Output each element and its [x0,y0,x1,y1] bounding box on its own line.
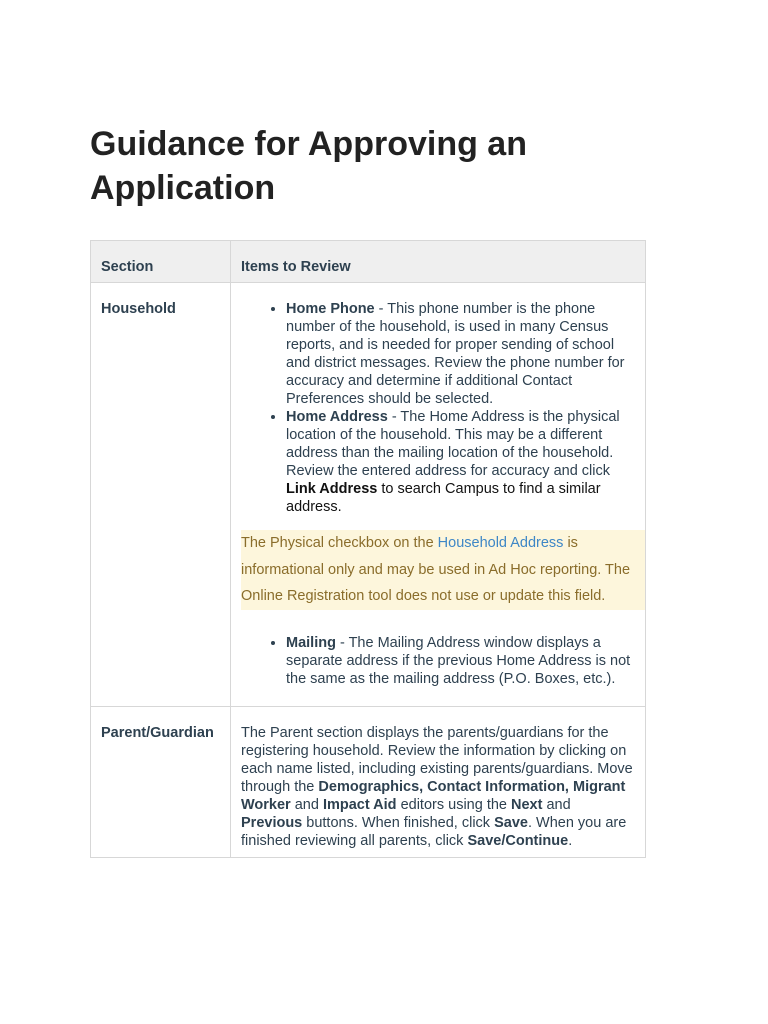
table-row-parent-guardian [91,706,646,857]
note-text-end: is informational only and may be used in Ad Hoc reporting. The Online Registration tool does not use or update this field. [241,535,631,604]
review-table [90,240,646,858]
parent-text-7: . [568,832,573,849]
mailing-text: - The Mailing Address window displays a separate address if the previous Home Address is not the same as the mailing address (P.O. Boxes, etc.). [286,634,631,687]
home-address-label: Home Address [286,409,388,425]
table-row-household [91,283,646,707]
next-bold: Next [511,796,543,813]
household-address-link[interactable]: Household Address [437,535,564,551]
parent-text-3: editors using the [396,796,512,813]
page-content [90,122,650,849]
mailing-label: Mailing [286,634,336,651]
parent-text-6: . When you are finished reviewing all parents, click [241,814,627,849]
save-bold: Save [494,814,528,831]
parent-text-1: The Parent section displays the parents/guardians for the registering household. Review the information by clicking on each name listed, including existing parents/guardians. Move through the [241,724,633,795]
link-address-label: Link Address [286,481,378,497]
previous-bold: Previous [241,814,303,831]
parent-guardian-items [231,706,646,857]
parent-text-2: and [290,796,323,813]
list-item-home-phone [286,300,635,408]
mailing-list [241,634,635,688]
home-phone-text: - This phone number is the phone number of the household, is used in many Census reports, and is needed for proper sending of school and district messages. Review the phone number for accuracy and determine if additional Contact Preferences should be selected. [286,301,625,407]
parent-text-5: buttons. When finished, click [302,814,495,831]
physical-checkbox-note [241,530,645,610]
note-text-start: The Physical checkbox on the [241,535,438,551]
home-address-text-end: to search Campus to find a similar address. [286,481,601,515]
page-title: Guidance for Approving an Application [90,125,527,207]
home-phone-label: Home Phone [286,301,375,317]
section-household: Household [91,283,231,707]
impact-aid-bold: Impact Aid [322,796,397,813]
household-items [231,283,646,707]
table-header-row [91,241,646,283]
save-continue-bold: Save/Continue [467,832,569,849]
header-items-to-review: Items to Review [231,241,646,283]
household-list [241,300,635,516]
list-item-mailing [286,634,635,688]
section-parent-guardian: Parent/Guardian [91,706,231,857]
parent-text-4: and [542,796,571,813]
list-item-home-address [286,408,635,516]
editor-names-bold: Demographics, Contact Information, Migrant Worker [241,778,626,813]
home-address-text: - The Home Address is the physical location of the household. This may be a different address than the mailing location of the household. Review the entered address for accuracy and click [286,409,620,479]
header-section: Section [91,241,231,283]
